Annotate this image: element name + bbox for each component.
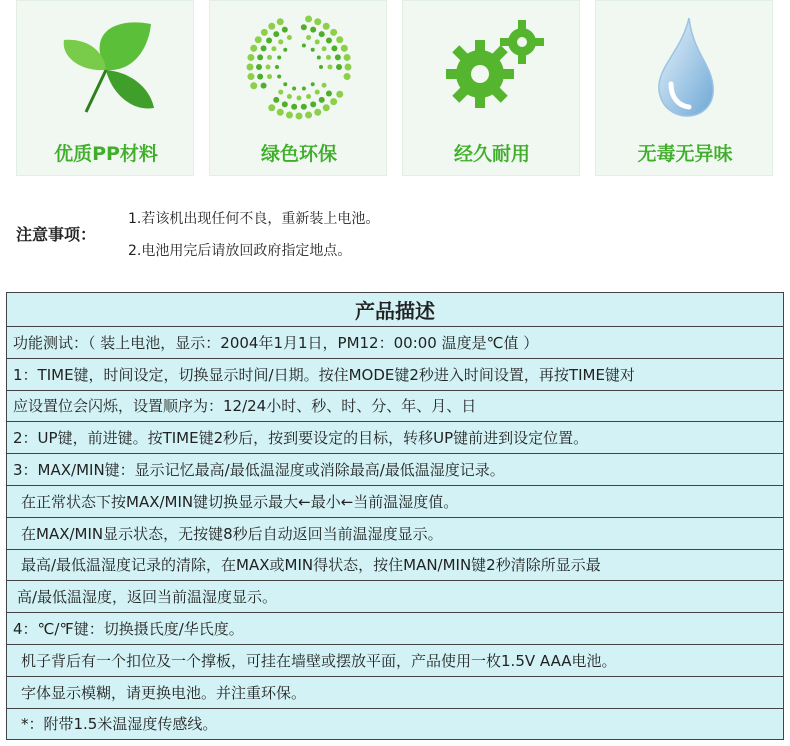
table-row: *：附带1.5米温湿度传感线。 <box>7 708 784 740</box>
table-row: 应设置位会闪烁，设置顺序为：12/24小时、秒、时、分、年、月、日 <box>7 390 784 422</box>
feature-label: 经久耐用 <box>453 143 530 165</box>
note-item: 1.若该机出现任何不良，重新装上电池。 <box>128 211 380 227</box>
feature-label: 优质PP材料 <box>54 143 158 165</box>
feature-card-eco <box>209 0 387 176</box>
table-row: 在正常状态下按MAX/MIN键切换显示最大←最小←当前温湿度值。 <box>7 485 784 517</box>
feature-strip <box>16 0 774 176</box>
table-row: 最高/最低温湿度记录的清除，在MAX或MIN得状态，按住MAN/MIN键2秒清除所显示最 <box>7 549 784 581</box>
table-row: 在MAX/MIN显示状态，无按键8秒后自动返回当前温湿度显示。 <box>7 517 784 549</box>
leaf-icon <box>17 1 195 133</box>
table-title: 产品描述 <box>7 293 784 327</box>
feature-label: 绿色环保 <box>260 143 337 165</box>
notes-title: 注意事项： <box>16 225 97 244</box>
note-item: 2.电池用完后请放回政府指定地点。 <box>128 243 352 259</box>
table-row: 高/最低温湿度，返回当前温湿度显示。 <box>7 581 784 613</box>
table-row: 4：℃/℉键：切换摄氏度/华氏度。 <box>7 613 784 645</box>
gear-icon <box>403 1 581 133</box>
water-drop-icon <box>596 1 774 133</box>
feature-card-safe <box>595 0 773 176</box>
notes-section <box>16 204 776 264</box>
table-row: 机子背后有一个扣位及一个撑板，可挂在墙壁或摆放平面，产品使用一枚1.5V AAA电池。 <box>7 644 784 676</box>
feature-card-pp <box>16 0 194 176</box>
feature-label: 无毒无异味 <box>637 143 733 165</box>
feature-card-durable <box>402 0 580 176</box>
table-row: 1：TIME键，时间设定，切换显示时间/日期。按住MODE键2秒进入时间设置，再按TIME键对 <box>7 358 784 390</box>
table-row: 字体显示模糊，请更换电池。并注重环保。 <box>7 676 784 708</box>
product-description-table <box>6 292 784 740</box>
table-row: 功能测试：（ 装上电池，显示：2004年1月1日，PM12：00:00 温度是℃值 ） <box>7 327 784 359</box>
recycle-icon <box>210 1 388 133</box>
table-row: 3：MAX/MIN键：显示记忆最高/最低温湿度或消除最高/最低温湿度记录。 <box>7 454 784 486</box>
table-row: 2：UP键，前进键。按TIME键2秒后，按到要设定的目标，转移UP键前进到设定位置。 <box>7 422 784 454</box>
